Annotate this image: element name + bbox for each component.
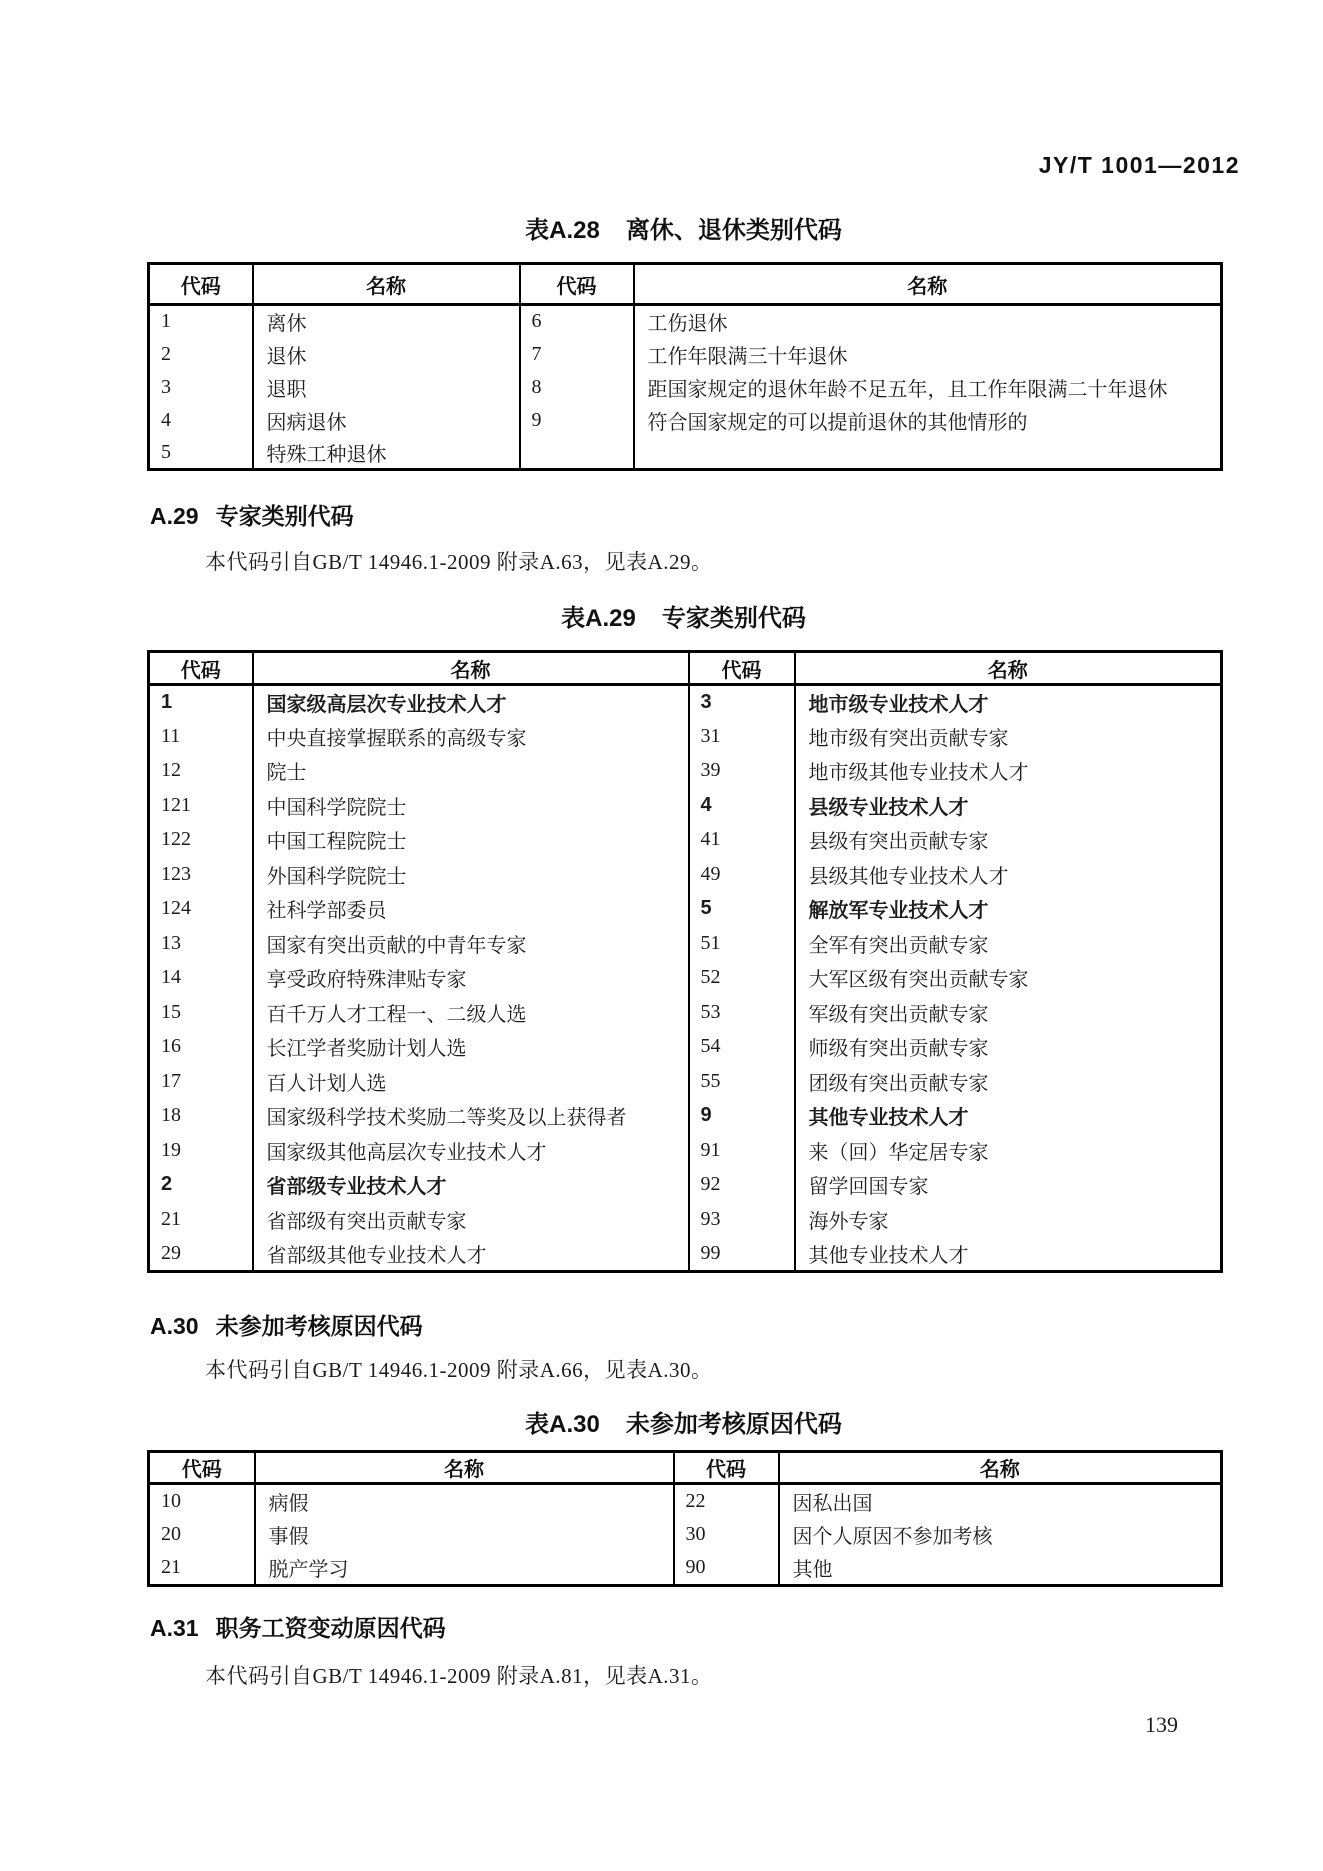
table-a28-title-text: 离休、退休类别代码 [625, 217, 842, 244]
name-cell: 因病退休 [253, 404, 520, 437]
table-row [149, 437, 1222, 470]
table-a30-title-text: 未参加考核原因代码 [625, 1411, 842, 1438]
code-cell: 39 [689, 754, 795, 789]
table-a30-assessment-absence-codes [147, 1450, 1223, 1587]
code-cell: 17 [161, 1069, 181, 1092]
name-cell: 因个人原因不参加考核 [779, 1518, 1222, 1552]
code-cell: 123 [161, 862, 191, 885]
code-cell: 15 [161, 1000, 181, 1023]
name-cell: 长江学者奖励计划人选 [253, 1030, 689, 1065]
section-title: 未参加考核原因代码 [215, 1313, 423, 1339]
section-a30-heading [150, 1308, 423, 1341]
name-cell: 国家有突出贡献的中青年专家 [253, 926, 689, 961]
table-a30-title [147, 1404, 1220, 1439]
section-number: A.30 [150, 1313, 199, 1339]
name-cell: 院士 [253, 754, 689, 789]
table-row [149, 961, 1222, 996]
table-a28-retirement-codes [147, 262, 1223, 471]
name-cell: 外国科学院院士 [253, 857, 689, 892]
column-header: 代码 [520, 264, 634, 305]
name-cell: 其他 [779, 1552, 1222, 1586]
table-a29-expert-codes [147, 650, 1223, 1273]
table-row [149, 1518, 1222, 1552]
section-title: 专家类别代码 [215, 503, 354, 529]
table-row [149, 404, 1222, 437]
name-cell: 中央直接掌握联系的高级专家 [253, 719, 689, 754]
name-cell: 团级有突出贡献专家 [795, 1064, 1222, 1099]
table-row [149, 719, 1222, 754]
code-cell: 122 [161, 828, 191, 851]
code-cell: 54 [689, 1030, 795, 1065]
table-row [149, 371, 1222, 404]
name-cell: 县级专业技术人才 [795, 788, 1222, 823]
code-cell: 19 [161, 1138, 181, 1161]
name-cell: 工作年限满三十年退休 [634, 338, 1222, 371]
code-cell: 11 [161, 724, 181, 747]
column-header: 代码 [149, 1452, 255, 1484]
name-cell: 地市级有突出贡献专家 [795, 719, 1222, 754]
page-number: 139 [1145, 1712, 1178, 1737]
name-cell: 其他专业技术人才 [795, 1099, 1222, 1134]
code-cell: 21 [161, 1556, 181, 1579]
column-header: 名称 [253, 652, 689, 685]
table-a28-title [147, 210, 1220, 245]
section-a31-heading [150, 1610, 446, 1643]
table-row [149, 1030, 1222, 1065]
name-cell: 事假 [255, 1518, 674, 1552]
name-cell: 县级有突出贡献专家 [795, 823, 1222, 858]
section-a30-intro: 本代码引自GB/T 14946.1-2009 附录A.66，见表A.30。 [205, 1358, 713, 1382]
column-header: 代码 [689, 652, 795, 685]
document-code: JY/T 1001—2012 [1038, 152, 1240, 178]
table-header-row [149, 652, 1222, 685]
code-cell: 52 [689, 961, 795, 996]
name-cell: 其他专业技术人才 [795, 1237, 1222, 1272]
code-cell: 20 [161, 1523, 181, 1545]
name-cell: 国家级高层次专业技术人才 [253, 685, 689, 720]
table-row [149, 926, 1222, 961]
name-cell: 距国家规定的退休年龄不足五年，且工作年限满二十年退休 [634, 371, 1222, 404]
code-cell: 1 [161, 691, 173, 713]
name-cell: 社科学部委员 [253, 892, 689, 927]
name-cell: 省部级有突出贡献专家 [253, 1202, 689, 1237]
code-cell: 7 [520, 338, 634, 371]
table-row [149, 1552, 1222, 1586]
table-row [149, 685, 1222, 720]
code-cell: 16 [161, 1035, 181, 1058]
table-row [149, 1168, 1222, 1203]
code-cell: 99 [689, 1237, 795, 1272]
code-cell: 5 [161, 440, 171, 463]
code-cell: 91 [689, 1133, 795, 1168]
section-title: 职务工资变动原因代码 [215, 1615, 446, 1641]
code-cell: 49 [689, 857, 795, 892]
name-cell: 中国工程院院士 [253, 823, 689, 858]
code-cell: 14 [161, 966, 181, 989]
table-row [149, 857, 1222, 892]
code-cell: 121 [161, 793, 191, 816]
name-cell: 工伤退休 [634, 305, 1222, 338]
code-cell: 12 [161, 759, 181, 782]
section-a31-intro: 本代码引自GB/T 14946.1-2009 附录A.81，见表A.31。 [205, 1664, 713, 1688]
code-cell: 21 [161, 1207, 181, 1230]
code-cell [520, 437, 634, 470]
name-cell: 退职 [253, 371, 520, 404]
column-header: 代码 [149, 652, 253, 685]
table-row [149, 892, 1222, 927]
name-cell: 中国科学院院士 [253, 788, 689, 823]
code-cell: 31 [689, 719, 795, 754]
code-cell: 1 [161, 310, 171, 333]
column-header: 名称 [255, 1452, 674, 1484]
name-cell: 县级其他专业技术人才 [795, 857, 1222, 892]
name-cell: 全军有突出贡献专家 [795, 926, 1222, 961]
code-cell: 4 [161, 408, 171, 431]
code-cell: 22 [674, 1484, 779, 1518]
column-header: 名称 [795, 652, 1222, 685]
code-cell: 29 [161, 1241, 181, 1264]
name-cell: 师级有突出贡献专家 [795, 1030, 1222, 1065]
table-row [149, 1237, 1222, 1272]
name-cell: 军级有突出贡献专家 [795, 995, 1222, 1030]
name-cell: 解放军专业技术人才 [795, 892, 1222, 927]
code-cell: 5 [689, 892, 795, 927]
code-cell: 93 [689, 1202, 795, 1237]
table-a29-title-text: 专家类别代码 [661, 605, 806, 632]
table-row [149, 338, 1222, 371]
table-a28-title-label: 表A.28 [525, 217, 600, 244]
name-cell: 退休 [253, 338, 520, 371]
column-header: 代码 [674, 1452, 779, 1484]
column-header: 名称 [634, 264, 1222, 305]
name-cell: 因私出国 [779, 1484, 1222, 1518]
name-cell: 百千万人才工程一、二级人选 [253, 995, 689, 1030]
name-cell: 享受政府特殊津贴专家 [253, 961, 689, 996]
table-header-row [149, 264, 1222, 305]
column-header: 名称 [779, 1452, 1222, 1484]
code-cell: 30 [674, 1518, 779, 1552]
name-cell: 省部级专业技术人才 [253, 1168, 689, 1203]
column-header: 名称 [253, 264, 520, 305]
code-cell: 41 [689, 823, 795, 858]
name-cell [634, 437, 1222, 470]
name-cell: 来（回）华定居专家 [795, 1133, 1222, 1168]
code-cell: 6 [520, 305, 634, 338]
table-a29-title [147, 598, 1220, 633]
table-row [149, 754, 1222, 789]
table-a30-title-label: 表A.30 [525, 1411, 600, 1438]
table-row [149, 1133, 1222, 1168]
code-cell: 90 [674, 1552, 779, 1586]
section-number: A.31 [150, 1615, 199, 1641]
code-cell: 3 [161, 375, 171, 398]
table-row [149, 305, 1222, 338]
section-a29-heading [150, 498, 354, 531]
section-number: A.29 [150, 503, 199, 529]
code-cell: 2 [161, 1173, 173, 1196]
name-cell: 地市级专业技术人才 [795, 685, 1222, 720]
name-cell: 国家级科学技术奖励二等奖及以上获得者 [253, 1099, 689, 1134]
name-cell: 百人计划人选 [253, 1064, 689, 1099]
name-cell: 海外专家 [795, 1202, 1222, 1237]
table-row [149, 1202, 1222, 1237]
code-cell: 3 [689, 685, 795, 720]
table-row [149, 823, 1222, 858]
name-cell: 符合国家规定的可以提前退休的其他情形的 [634, 404, 1222, 437]
name-cell: 病假 [255, 1484, 674, 1518]
name-cell: 离休 [253, 305, 520, 338]
code-cell: 53 [689, 995, 795, 1030]
column-header: 代码 [149, 264, 253, 305]
table-a29-title-label: 表A.29 [561, 605, 636, 632]
table-row [149, 788, 1222, 823]
table-header-row [149, 1452, 1222, 1484]
code-cell: 55 [689, 1064, 795, 1099]
table-row [149, 1484, 1222, 1518]
name-cell: 留学回国专家 [795, 1168, 1222, 1203]
code-cell: 51 [689, 926, 795, 961]
section-a29-intro: 本代码引自GB/T 14946.1-2009 附录A.63，见表A.29。 [205, 550, 713, 574]
code-cell: 13 [161, 931, 181, 954]
code-cell: 10 [161, 1489, 181, 1512]
table-row [149, 995, 1222, 1030]
table-row [149, 1064, 1222, 1099]
code-cell: 9 [689, 1099, 795, 1134]
name-cell: 地市级其他专业技术人才 [795, 754, 1222, 789]
code-cell: 2 [161, 342, 171, 365]
name-cell: 国家级其他高层次专业技术人才 [253, 1133, 689, 1168]
name-cell: 脱产学习 [255, 1552, 674, 1586]
code-cell: 4 [689, 788, 795, 823]
name-cell: 特殊工种退休 [253, 437, 520, 470]
code-cell: 8 [520, 371, 634, 404]
code-cell: 18 [161, 1104, 181, 1127]
name-cell: 省部级其他专业技术人才 [253, 1237, 689, 1272]
code-cell: 92 [689, 1168, 795, 1203]
table-row [149, 1099, 1222, 1134]
code-cell: 124 [161, 897, 191, 920]
name-cell: 大军区级有突出贡献专家 [795, 961, 1222, 996]
code-cell: 9 [520, 404, 634, 437]
